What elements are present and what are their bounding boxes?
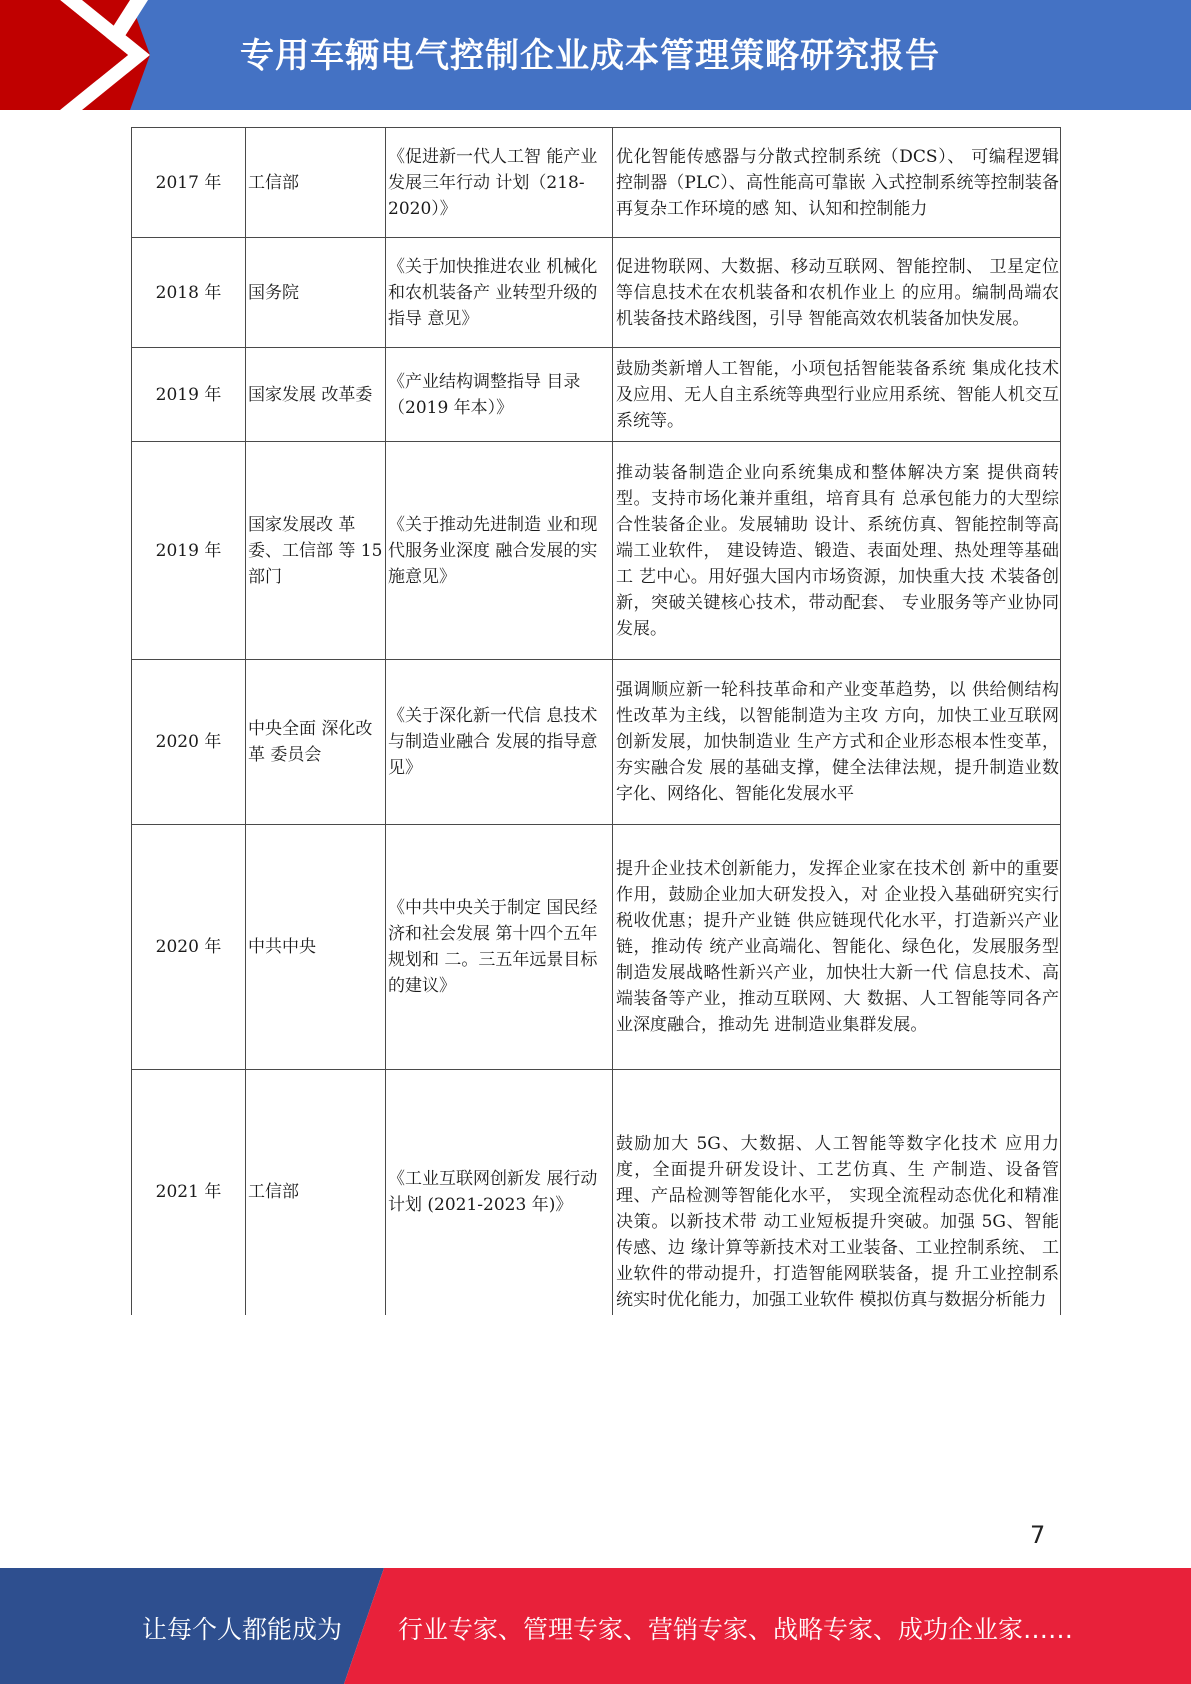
table-row [132, 1070, 1061, 1315]
header-banner [0, 0, 1191, 110]
year-cell: 2020 年 [132, 660, 246, 825]
content-cell: 提升企业技术创新能力，发挥企业家在技术创 新中的重要作用，鼓励企业加大研发投入，对 企业投入基础研究实行税收优惠；提升产业链 供应链现代化水平，打造新兴产业链，推动传 统产业高端化、智能化、绿色化，发展服务型 制造发展战略性新兴产业，加快壮大新一代 信息技术、高端装备等产业，推动互联网、大 数据、人工智能等同各产业深度融合，推动先 进制造业集群发展。 [613, 825, 1061, 1070]
year-cell: 2017 年 [132, 128, 246, 238]
year-cell: 2020 年 [132, 825, 246, 1070]
table-row [132, 128, 1061, 238]
year-cell: 2021 年 [132, 1070, 246, 1315]
table-row [132, 825, 1061, 1070]
content-cell: 推动装备制造企业向系统集成和整体解决方案 提供商转型。支持市场化兼并重组，培育具有 总承包能力的大型综合性装备企业。发展辅助 设计、系统仿真、智能控制等高端工业软件， 建设铸造、锻造、表面处理、热处理等基础工 艺中心。用好强大国内市场资源，加快重大技 术装备创新，突破关键核心技术，带动配套、 专业服务等产业协同发展。 [613, 442, 1061, 660]
agency-cell: 国家发展 改革委 [246, 348, 386, 442]
footer-slogan-right: 行业专家、管理专家、营销专家、战略专家、成功企业家…… [398, 1615, 1074, 1644]
table-row [132, 238, 1061, 348]
agency-cell: 工信部 [246, 1070, 386, 1315]
document-cell: 《促进新一代人工智 能产业发展三年行动 计划（218-2020）》 [386, 128, 613, 238]
table-row [132, 660, 1061, 825]
table-row [132, 348, 1061, 442]
agency-cell: 工信部 [246, 128, 386, 238]
year-cell: 2018 年 [132, 238, 246, 348]
content-cell: 鼓励加大 5G、大数据、人工智能等数字化技术 应用力度，全面提升研发设计、工艺仿真、生 产制造、设备管理、产品检测等智能化水平， 实现全流程动态优化和精准决策。以新技术带 动工业短板提升突破。加强 5G、智能传感、边 缘计算等新技术对工业装备、工业控制系统、 工业软件的带动提升，打造智能网联装备，提 升工业控制系统实时优化能力，加强工业软件 模拟仿真与数据分析能力 [613, 1070, 1061, 1315]
page-number: 7 [1030, 1521, 1046, 1549]
report-title: 专用车辆电气控制企业成本管理策略研究报告 [240, 36, 940, 76]
agency-cell: 中共中央 [246, 825, 386, 1070]
document-cell: 《工业互联网创新发 展行动计划 (2021-2023 年)》 [386, 1070, 613, 1315]
document-cell: 《产业结构调整指导 目录（2019 年本）》 [386, 348, 613, 442]
policy-table [131, 127, 1061, 1315]
content-cell: 鼓励类新增人工智能，小项包括智能装备系统 集成化技术及应用、无人自主系统等典型行业应用系统、智能人机交互系统等。 [613, 348, 1061, 442]
footer-banner [0, 1568, 1191, 1684]
document-cell: 《关于加快推进农业 机械化和农机装备产 业转型升级的指导 意见》 [386, 238, 613, 348]
year-cell: 2019 年 [132, 442, 246, 660]
content-cell: 优化智能传感器与分散式控制系统（DCS）、 可编程逻辑控制器（PLC）、高性能高可靠嵌 入式控制系统等控制装备再复杂工作环境的感 知、认知和控制能力 [613, 128, 1061, 238]
footer-slogan-left: 让每个人都能成为 [142, 1615, 343, 1644]
document-cell: 《关于推动先进制造 业和现代服务业深度 融合发展的实施意见》 [386, 442, 613, 660]
document-cell: 《关于深化新一代信 息技术与制造业融合 发展的指导意见》 [386, 660, 613, 825]
document-cell: 《中共中央关于制定 国民经济和社会发展 第十四个五年规划和 二。三五年远景目标 的建议》 [386, 825, 613, 1070]
content-cell: 促进物联网、大数据、移动互联网、智能控制、 卫星定位等信息技术在农机装备和农机作业上 的应用。编制咼端农机装备技术路线图，引导 智能高效农机装备加快发展。 [613, 238, 1061, 348]
year-cell: 2019 年 [132, 348, 246, 442]
table-row [132, 442, 1061, 660]
content-cell: 强调顺应新一轮科技革命和产业变革趋势，以 供给侧结构性改革为主线，以智能制造为主攻 方向，加快工业互联网创新发展，加快制造业 生产方式和企业形态根本性变革，夯实融合发 展的基础支撑，健全法律法规，提升制造业数 字化、网络化、智能化发展水平 [613, 660, 1061, 825]
agency-cell: 国家发展改 革委、工信部 等 15 部门 [246, 442, 386, 660]
agency-cell: 国务院 [246, 238, 386, 348]
agency-cell: 中央全面 深化改革 委员会 [246, 660, 386, 825]
